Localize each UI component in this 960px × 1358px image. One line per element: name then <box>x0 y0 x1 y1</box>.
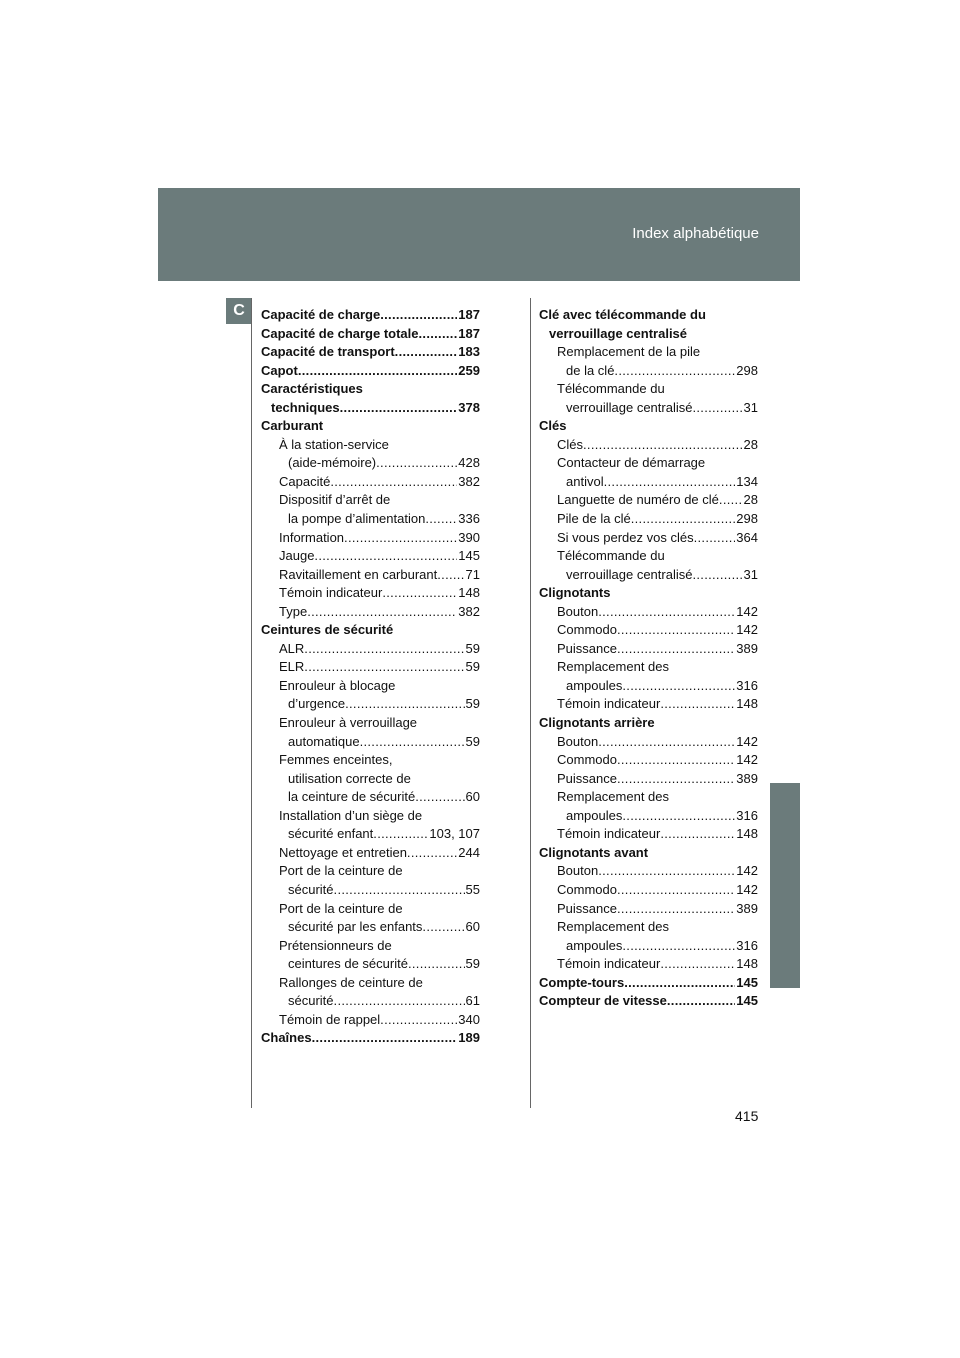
index-entry <box>539 862 758 881</box>
dot-leader <box>340 399 458 418</box>
dot-leader <box>360 733 465 752</box>
index-column-1 <box>261 306 480 1048</box>
index-entry-page: 316 <box>736 807 758 823</box>
index-entry-label: Nettoyage et entretien <box>279 844 407 860</box>
index-entry <box>261 343 480 362</box>
dot-leader <box>583 436 743 455</box>
dot-leader <box>425 510 457 529</box>
index-entry-label: Information <box>279 529 345 545</box>
index-entry-page <box>393 621 394 640</box>
index-entry-label: Type <box>279 603 308 619</box>
section-title: Index alphabétique <box>632 225 759 242</box>
index-entry-label: utilisation correcte de <box>288 770 411 786</box>
index-entry <box>539 658 758 677</box>
index-entry-page: 148 <box>736 826 758 842</box>
index-column-2 <box>539 306 758 1011</box>
dot-leader <box>330 473 457 492</box>
index-entry <box>261 454 480 473</box>
index-entry <box>539 473 758 492</box>
index-entry-label: Télécommande du <box>557 381 665 397</box>
index-entry-label: Carburant <box>261 418 324 434</box>
index-entry <box>539 621 758 640</box>
index-entry <box>539 399 758 418</box>
index-entry-label: Clés <box>557 436 584 452</box>
index-entry-label: verrouillage centralisé <box>566 399 693 415</box>
index-entry-label: Bouton <box>557 863 599 879</box>
dot-leader <box>380 306 457 325</box>
dot-leader <box>382 584 457 603</box>
index-entry <box>539 436 758 455</box>
index-entry <box>539 770 758 789</box>
dot-leader <box>660 825 735 844</box>
dot-leader <box>314 547 457 566</box>
index-entry-label: Chaînes <box>261 1030 312 1046</box>
index-entry <box>539 992 758 1011</box>
index-entry <box>539 454 758 473</box>
dot-leader <box>604 473 736 492</box>
dot-leader <box>344 529 457 548</box>
dot-leader <box>598 733 735 752</box>
dot-leader <box>598 603 735 622</box>
index-entry-label: Commodo <box>557 622 617 638</box>
dot-leader <box>667 992 735 1011</box>
index-entry-page <box>655 714 656 733</box>
index-entry-label: Clignotants <box>539 585 611 601</box>
index-entry-label: Caractéristiques <box>261 381 363 397</box>
index-entry-label: Remplacement des <box>557 659 669 675</box>
index-entry-label: Clignotants avant <box>539 844 649 860</box>
dot-leader <box>376 454 457 473</box>
index-entry-page: 244 <box>458 844 480 860</box>
dot-leader <box>419 325 458 344</box>
dot-leader <box>692 399 742 418</box>
index-entry <box>539 937 758 956</box>
index-entry <box>261 825 480 844</box>
index-entry-label: ampoules <box>566 937 623 953</box>
index-entry-label: Prétensionneurs de <box>279 937 392 953</box>
index-entry <box>539 825 758 844</box>
index-entry <box>539 733 758 752</box>
index-entry <box>261 510 480 529</box>
index-entry-label: techniques <box>271 399 340 415</box>
index-entry <box>539 881 758 900</box>
index-entry <box>539 584 758 603</box>
index-entry-page: 298 <box>736 511 758 527</box>
index-entry-page <box>648 844 649 863</box>
index-entry <box>539 491 758 510</box>
index-entry-page <box>390 491 391 510</box>
index-entry-page: 316 <box>736 937 758 953</box>
index-entry-label: Enrouleur à blocage <box>279 677 396 693</box>
index-entry <box>261 918 480 937</box>
index-entry <box>539 974 758 993</box>
index-entry-page: 61 <box>465 993 480 1009</box>
index-entry-label: Si vous perdez vos clés <box>557 529 694 545</box>
index-entry-page: 189 <box>458 1030 480 1046</box>
index-entry <box>261 640 480 659</box>
index-entry-label: Dispositif d’arrêt de <box>279 492 391 508</box>
dot-leader <box>622 937 735 956</box>
dot-leader <box>380 1011 457 1030</box>
index-entry <box>539 417 758 436</box>
index-entry-page <box>665 380 666 399</box>
index-entry-page: 55 <box>465 881 480 897</box>
index-entry-label: Remplacement des <box>557 789 669 805</box>
index-entry <box>539 306 758 325</box>
index-entry-page: 60 <box>465 919 480 935</box>
index-entry <box>261 417 480 436</box>
index-entry-page <box>392 751 393 770</box>
dot-leader <box>437 566 464 585</box>
dot-leader <box>624 974 735 993</box>
index-entry-page <box>611 584 612 603</box>
index-entry <box>261 436 480 455</box>
dot-leader <box>614 362 735 381</box>
index-entry <box>261 974 480 993</box>
index-entry <box>261 621 480 640</box>
dot-leader <box>719 491 743 510</box>
index-entry <box>261 714 480 733</box>
index-entry-label: Clés <box>539 418 567 434</box>
index-entry <box>539 955 758 974</box>
index-entry-page: 142 <box>736 622 758 638</box>
index-entry-page: 60 <box>465 789 480 805</box>
index-entry-page: 187 <box>458 325 480 341</box>
index-entry-page <box>687 325 688 344</box>
header-band <box>158 188 800 281</box>
index-entry-page: 148 <box>458 585 480 601</box>
index-entry <box>261 900 480 919</box>
column-divider-middle <box>530 298 531 1108</box>
dot-leader <box>334 881 465 900</box>
index-entry-page: 59 <box>465 733 480 749</box>
index-entry <box>539 547 758 566</box>
index-entry-page <box>392 937 393 956</box>
index-entry-page <box>669 918 670 937</box>
index-entry-label: ceintures de sécurité <box>288 956 408 972</box>
dot-leader <box>345 695 464 714</box>
index-entry <box>261 658 480 677</box>
index-entry-page <box>403 900 404 919</box>
index-entry-page: 145 <box>736 974 758 990</box>
index-entry-label: ampoules <box>566 677 623 693</box>
index-entry <box>539 362 758 381</box>
index-entry <box>261 473 480 492</box>
index-entry-page <box>669 788 670 807</box>
index-entry <box>261 1029 480 1048</box>
index-entry-label: Femmes enceintes, <box>279 752 393 768</box>
index-entry <box>261 695 480 714</box>
dot-leader <box>407 844 457 863</box>
index-entry-label: Capacité de transport <box>261 344 395 360</box>
index-entry-page: 145 <box>736 993 758 1009</box>
index-entry-label: sécurité <box>288 881 334 897</box>
index-entry-page <box>389 436 390 455</box>
index-entry-label: Port de la ceinture de <box>279 900 403 916</box>
index-entry-page: 298 <box>736 362 758 378</box>
letter-tab: C <box>226 298 252 324</box>
index-entry-label: Témoin de rappel <box>279 1011 381 1027</box>
index-entry-page: 145 <box>458 548 480 564</box>
index-entry <box>539 695 758 714</box>
index-entry-page: 28 <box>743 492 758 508</box>
index-entry-label: Compte-tours <box>539 974 625 990</box>
index-entry-label: antivol <box>566 473 604 489</box>
dot-leader <box>422 918 464 937</box>
index-entry-label: Témoin indicateur <box>557 826 661 842</box>
index-entry <box>261 362 480 381</box>
dot-leader <box>617 640 735 659</box>
index-entry-page: 59 <box>465 696 480 712</box>
index-entry <box>539 325 758 344</box>
index-entry <box>261 306 480 325</box>
index-entry-page: 148 <box>736 696 758 712</box>
index-entry <box>261 751 480 770</box>
index-entry-label: Ravitaillement en carburant <box>279 566 438 582</box>
index-entry-label: Installation d’un siège de <box>279 807 423 823</box>
index-entry-page: 336 <box>458 511 480 527</box>
index-entry-label: Ceintures de sécurité <box>261 622 394 638</box>
index-entry <box>539 677 758 696</box>
index-entry-page: 187 <box>458 307 480 322</box>
dot-leader <box>598 862 735 881</box>
dot-leader <box>631 510 736 529</box>
index-entry-label: Témoin indicateur <box>279 585 383 601</box>
index-entry-page: 389 <box>736 900 758 916</box>
index-entry <box>261 603 480 622</box>
index-entry-label: Télécommande du <box>557 548 665 564</box>
index-entry-page: 142 <box>736 863 758 879</box>
dot-leader <box>617 770 735 789</box>
index-entry-label: Remplacement des <box>557 919 669 935</box>
index-entry-page: 71 <box>465 566 480 582</box>
dot-leader <box>617 621 735 640</box>
index-entry-label: ALR <box>279 640 305 656</box>
dot-leader <box>660 955 735 974</box>
index-entry-label: Capacité de charge totale <box>261 325 419 341</box>
index-entry-page <box>403 862 404 881</box>
index-entry-page: 183 <box>458 344 480 360</box>
chapter-side-tab <box>770 783 800 988</box>
index-entry <box>261 529 480 548</box>
index-entry-page: 390 <box>458 529 480 545</box>
index-entry <box>539 807 758 826</box>
index-entry-page: 389 <box>736 640 758 656</box>
index-entry-label: Contacteur de démarrage <box>557 455 706 471</box>
index-entry-label: Clé avec télécommande du <box>539 307 706 322</box>
index-entry-page: 340 <box>458 1011 480 1027</box>
index-entry-label: Capacité de charge <box>261 307 381 322</box>
index-entry <box>261 733 480 752</box>
index-entry-page: 103, 107 <box>429 826 480 842</box>
index-entry-label: ELR <box>279 659 305 675</box>
index-entry-label: de la clé <box>566 362 615 378</box>
index-entry-label: Remplacement de la pile <box>557 344 701 360</box>
index-entry-label: Languette de numéro de clé <box>557 492 719 508</box>
index-entry-page <box>363 380 364 399</box>
index-entry-label: Capacité <box>279 473 331 489</box>
index-entry-page: 364 <box>736 529 758 545</box>
index-entry-page: 389 <box>736 770 758 786</box>
dot-leader <box>622 807 735 826</box>
index-entry <box>539 603 758 622</box>
index-entry-label: d’urgence <box>288 696 346 712</box>
index-entry-label: Puissance <box>557 900 617 916</box>
index-entry-label: Clignotants arrière <box>539 715 655 731</box>
index-entry-page <box>706 306 707 325</box>
index-entry <box>539 566 758 585</box>
index-entry <box>539 510 758 529</box>
index-entry <box>261 547 480 566</box>
index-entry-page <box>669 658 670 677</box>
index-entry <box>261 491 480 510</box>
index-entry <box>539 714 758 733</box>
index-entry-page <box>705 454 706 473</box>
index-entry <box>539 788 758 807</box>
index-entry-page <box>323 417 324 436</box>
index-entry <box>261 955 480 974</box>
index-entry-page: 142 <box>736 603 758 619</box>
index-entry-page: 378 <box>458 399 480 415</box>
index-entry-label: Jauge <box>279 548 315 564</box>
index-entry-page: 59 <box>465 640 480 656</box>
index-entry-page: 316 <box>736 677 758 693</box>
page-number: 415 <box>735 1108 759 1124</box>
index-entry-label: Témoin indicateur <box>557 696 661 712</box>
index-entry-page: 31 <box>743 566 758 582</box>
dot-leader <box>395 343 458 362</box>
index-entry-label: Puissance <box>557 640 617 656</box>
index-entry-label: automatique <box>288 733 360 749</box>
index-entry-page: 148 <box>736 956 758 972</box>
index-entry-page: 28 <box>743 436 758 452</box>
index-entry <box>539 640 758 659</box>
index-entry <box>539 900 758 919</box>
index-entry-label: Compteur de vitesse <box>539 993 667 1009</box>
index-entry <box>539 918 758 937</box>
index-entry-label: sécurité enfant <box>288 826 374 842</box>
index-entry <box>261 584 480 603</box>
index-entry <box>261 325 480 344</box>
index-entry-label: Témoin indicateur <box>557 956 661 972</box>
index-entry-label: la ceinture de sécurité <box>288 789 416 805</box>
index-entry-page: 259 <box>458 362 480 378</box>
index-entry-page <box>411 770 412 789</box>
dot-leader <box>307 603 457 622</box>
index-entry-label: sécurité <box>288 993 334 1009</box>
dot-leader <box>692 566 742 585</box>
index-entry-page: 31 <box>743 399 758 415</box>
index-entry <box>539 380 758 399</box>
index-entry-page: 382 <box>458 603 480 619</box>
index-entry <box>539 343 758 362</box>
index-entry-page: 142 <box>736 733 758 749</box>
index-entry <box>261 1011 480 1030</box>
index-entry <box>539 529 758 548</box>
index-entry-label: Pile de la clé <box>557 511 631 527</box>
index-entry <box>261 380 480 399</box>
index-entry-page: 382 <box>458 473 480 489</box>
index-entry-label: Bouton <box>557 733 599 749</box>
dot-leader <box>617 751 735 770</box>
index-entry-page <box>566 417 567 436</box>
index-entry-page: 59 <box>465 956 480 972</box>
dot-leader <box>298 362 457 381</box>
index-entry-label: Commodo <box>557 752 617 768</box>
index-entry-label: À la station-service <box>279 436 389 452</box>
dot-leader <box>622 677 735 696</box>
dot-leader <box>408 955 465 974</box>
index-entry-page: 134 <box>736 473 758 489</box>
index-entry-page <box>665 547 666 566</box>
index-entry-label: Bouton <box>557 603 599 619</box>
index-entry-label: ampoules <box>566 807 623 823</box>
index-entry <box>261 881 480 900</box>
index-entry-label: Commodo <box>557 881 617 897</box>
dot-leader <box>373 825 428 844</box>
index-entry-label: (aide-mémoire) <box>288 455 377 471</box>
index-entry-page <box>395 677 396 696</box>
index-entry-page: 59 <box>465 659 480 675</box>
index-entry-page: 142 <box>736 752 758 768</box>
index-entry <box>261 788 480 807</box>
index-entry-page <box>422 807 423 826</box>
index-entry <box>261 992 480 1011</box>
dot-leader <box>415 788 464 807</box>
index-entry-label: Capot <box>261 362 298 378</box>
index-entry-page <box>423 974 424 993</box>
index-entry <box>261 677 480 696</box>
index-entry <box>261 844 480 863</box>
dot-leader <box>694 529 736 548</box>
dot-leader <box>334 992 465 1011</box>
index-entry <box>539 751 758 770</box>
index-entry-label: Enrouleur à verrouillage <box>279 715 418 731</box>
index-entry <box>261 770 480 789</box>
dot-leader <box>304 658 464 677</box>
column-divider-left <box>251 298 252 1108</box>
dot-leader <box>312 1029 458 1048</box>
index-entry <box>261 862 480 881</box>
dot-leader <box>660 695 735 714</box>
index-entry-label: Port de la ceinture de <box>279 863 403 879</box>
index-entry-page: 428 <box>458 455 480 471</box>
index-entry <box>261 937 480 956</box>
index-entry-label: Rallonges de ceinture de <box>279 974 423 990</box>
index-entry-label: verrouillage centralisé <box>566 566 693 582</box>
dot-leader <box>617 900 735 919</box>
index-entry-page <box>417 714 418 733</box>
index-entry-page <box>700 343 701 362</box>
index-entry <box>261 807 480 826</box>
index-entry <box>261 399 480 418</box>
index-entry-label: sécurité par les enfants <box>288 919 423 935</box>
dot-leader <box>617 881 735 900</box>
index-entry <box>539 844 758 863</box>
index-entry <box>261 566 480 585</box>
index-entry-label: verrouillage centralisé <box>549 325 688 341</box>
dot-leader <box>304 640 464 659</box>
index-entry-page: 142 <box>736 881 758 897</box>
index-entry-label: la pompe d’alimentation <box>288 511 426 527</box>
index-entry-label: Puissance <box>557 770 617 786</box>
